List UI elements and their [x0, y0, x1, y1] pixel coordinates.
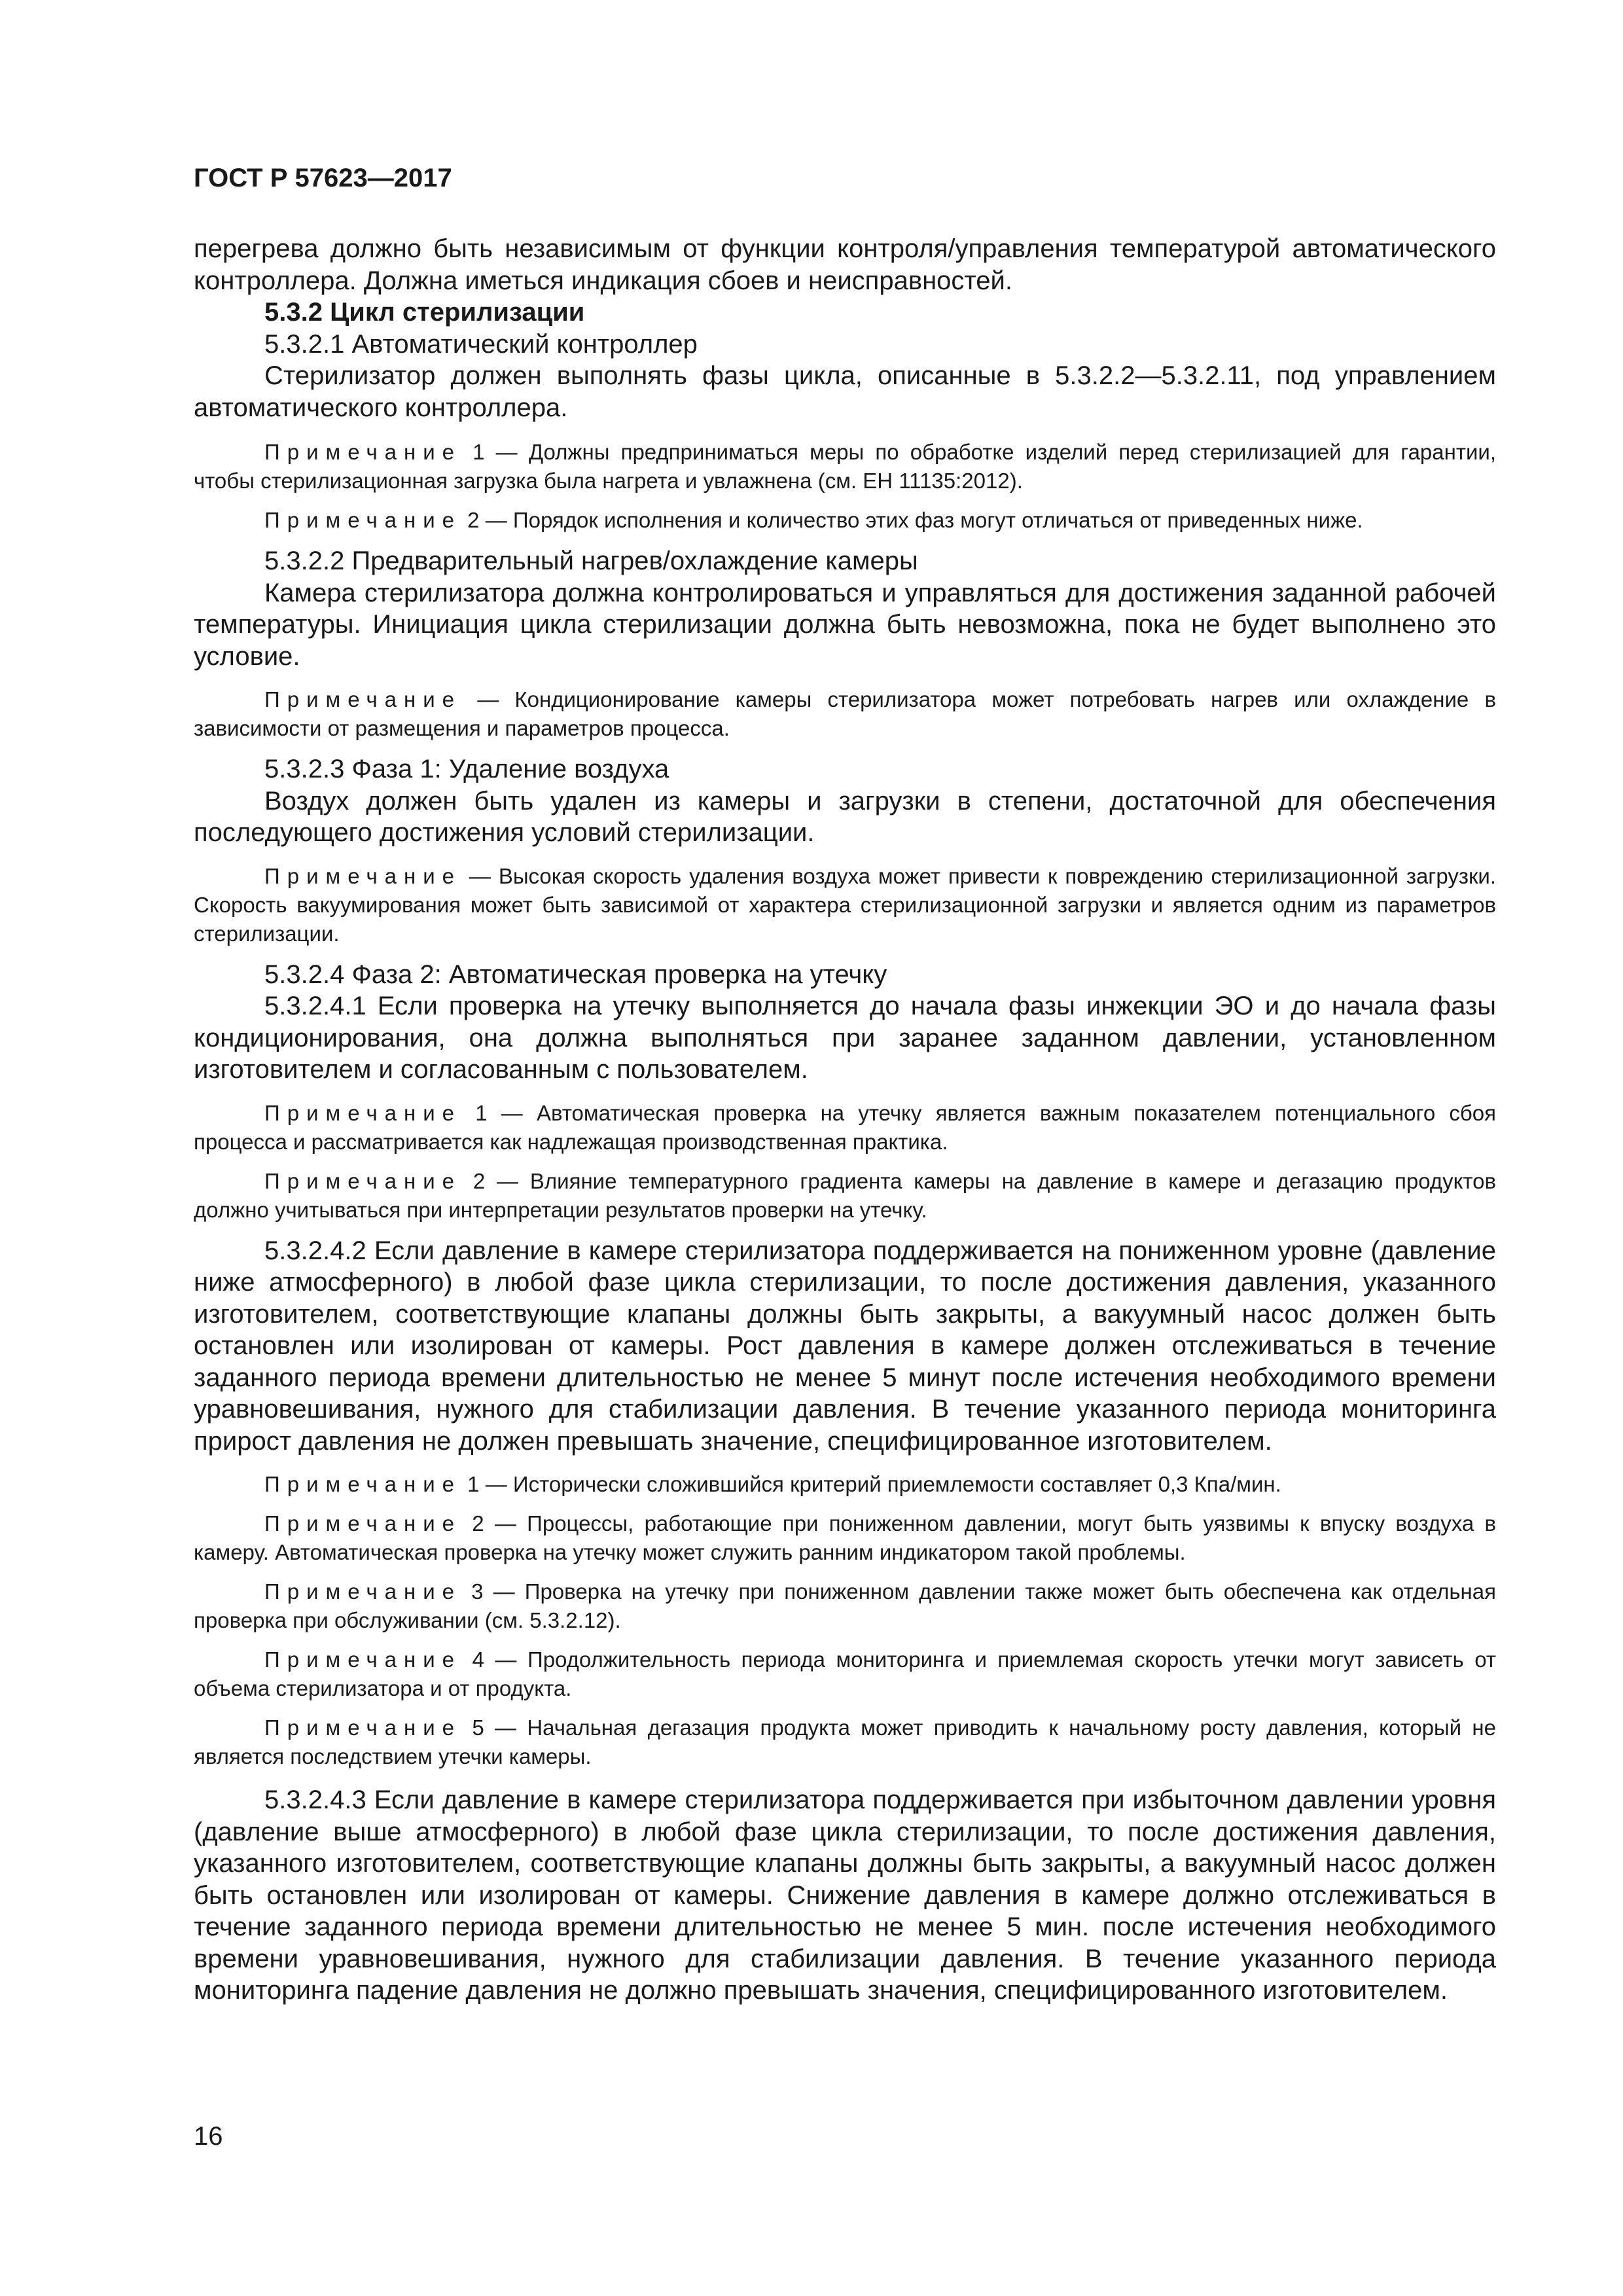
- paragraph-5-3-2-4-1: 5.3.2.4.1 Если проверка на утечку выполняется до начала фазы инжекции ЭО и до начала фазы кондиционирования, она должна выполняться при заранее заданном давлении, установленном изготовителем и согласованным с пользователем.: [194, 992, 1496, 1084]
- note-label: Примечание: [264, 687, 462, 711]
- note-label: Примечание: [264, 1647, 462, 1672]
- document-header: ГОСТ Р 57623—2017: [194, 164, 452, 192]
- note-text: Начальная дегазация продукта может приводить к начальному росту давления, который не является последствием утечки камеры.: [194, 1715, 1497, 1768]
- note-number: 4 —: [461, 1647, 527, 1672]
- note-text: Автоматическая проверка на утечку является важным показателем потенциального сбоя процесса и рассматривается как надлежащая производственная практика.: [194, 1100, 1497, 1154]
- note-5-3-2-4-2-4: [194, 1645, 1496, 1703]
- note-5-3-2-3: [194, 862, 1496, 948]
- note-separator: —: [461, 863, 499, 888]
- section-heading-5-3-2: 5.3.2 Цикл стерилизации: [264, 298, 585, 327]
- paragraph-continuation: перегрева должно быть независимым от функции контроля/управления температурой автоматического контроллера. Должна иметься индикация сбоев и неисправностей.: [194, 234, 1496, 295]
- note-label: Примечание: [264, 1715, 462, 1740]
- note-5-3-2-4-1-1: [194, 1099, 1496, 1157]
- note-number: 2 —: [461, 508, 513, 532]
- subsection-heading-5-3-2-4: 5.3.2.4 Фаза 2: Автоматическая проверка на утечку: [264, 960, 887, 989]
- note-number: 3 —: [461, 1579, 525, 1604]
- note-5-3-2-4-1-2: [194, 1167, 1496, 1225]
- subsection-heading-5-3-2-2: 5.3.2.2 Предварительный нагрев/охлаждение камеры: [264, 547, 918, 575]
- note-label: Примечание: [264, 1168, 462, 1193]
- subsection-heading-5-3-2-3: 5.3.2.3 Фаза 1: Удаление воздуха: [264, 755, 669, 783]
- page-number: 16: [194, 2122, 223, 2151]
- paragraph-5-3-2-2: Камера стерилизатора должна контролироваться и управляться для достижения заданной рабочей температуры. Инициация цикла стерилизации должна быть невозможна, пока не будет выполнено это условие.: [194, 578, 1496, 671]
- note-text: Высокая скорость удаления воздуха может привести к повреждению стерилизационной загрузки. Скорость вакуумирования может быть зависимой от характера стерилизационной загрузки и является одним из параметров стерилизации.: [194, 863, 1496, 946]
- note-5-3-2-2: [194, 685, 1496, 743]
- note-label: Примечание: [264, 863, 462, 888]
- note-number: 2 —: [461, 1511, 527, 1535]
- note-text: Исторически сложившийся критерий приемлемости составляет 0,3 Кпа/мин.: [512, 1472, 1281, 1496]
- note-label: Примечание: [264, 1472, 462, 1496]
- paragraph-5-3-2-4-2: 5.3.2.4.2 Если давление в камере стерилизатора поддерживается на пониженном уровне (давление ниже атмосферного) в любой фазе цикла стерилизации, то после достижения давления, указанного изготовителем, соответствующие клапаны должны быть закрыты, а вакуумный насос должен быть остановлен или изолирован от камеры. Рост давления в камере должен отслеживаться в течение заданного периода времени длительностью не менее 5 минут после истечения необходимого времени уравновешивания, нужного для стабилизации давления. В течение указанного периода мониторинга прирост давления не должен превышать значение, специфицированное изготовителем.: [194, 1236, 1496, 1456]
- note-5-3-2-4-2-5: [194, 1713, 1496, 1771]
- document-page: [194, 162, 1496, 2007]
- note-5-3-2-4-2-1: [194, 1470, 1496, 1499]
- note-5-3-2-4-2-2: [194, 1509, 1496, 1567]
- paragraph-5-3-2-3: Воздух должен быть удален из камеры и загрузки в степени, достаточной для обеспечения последующего достижения условий стерилизации.: [194, 786, 1496, 847]
- note-number: 1 —: [461, 1100, 537, 1125]
- note-label: Примечание: [264, 1511, 462, 1535]
- note-number: 2 —: [461, 1168, 530, 1193]
- note-label: Примечание: [264, 1100, 462, 1125]
- note-text: Должны предприниматься меры по обработке изделий перед стерилизацией для гарантии, чтобы стерилизационная загрузка была нагрета и увлажнена (см. ЕН 11135:2012).: [194, 440, 1496, 493]
- subsection-heading-5-3-2-1: 5.3.2.1 Автоматический контроллер: [264, 329, 698, 359]
- paragraph-5-3-2-1: Стерилизатор должен выполнять фазы цикла, описанные в 5.3.2.2—5.3.2.11, под управлением автоматического контроллера.: [194, 361, 1496, 422]
- note-separator: —: [461, 687, 515, 711]
- note-label: Примечание: [264, 1579, 462, 1604]
- note-number: 1 —: [461, 440, 529, 464]
- note-text: Порядок исполнения и количество этих фаз могут отличаться от приведенных ниже.: [512, 508, 1363, 532]
- note-number: 5 —: [461, 1715, 527, 1740]
- note-5-3-2-1-2: [194, 506, 1496, 535]
- note-text: Продолжительность периода мониторинга и приемлемая скорость утечки могут зависеть от объема стерилизатора и от продукта.: [194, 1647, 1496, 1700]
- note-5-3-2-4-2-3: [194, 1577, 1496, 1635]
- note-text: Проверка на утечку при пониженном давлении также может быть обеспечена как отдельная проверка при обслуживании (см. 5.3.2.12).: [194, 1579, 1496, 1632]
- paragraph-5-3-2-4-3: 5.3.2.4.3 Если давление в камере стерилизатора поддерживается при избыточном давлении уровня (давление выше атмосферного) в любой фазе цикла стерилизации, то после достижения давления, указанного изготовителем, соответствующие клапаны должны быть закрыты, а вакуумный насос должен быть остановлен или изолирован от камеры. Снижение давления в камере должно отслеживаться в течение заданного периода времени длительностью не менее 5 мин. после истечения необходимого времени уравновешивания, нужного для стабилизации давления. В течение указанного периода мониторинга падение давления не должно превышать значения, специфицированного изготовителем.: [194, 1785, 1496, 2005]
- note-text: Процессы, работающие при пониженном давлении, могут быть уязвимы к впуску воздуха в камеру. Автоматическая проверка на утечку может служить ранним индикатором такой проблемы.: [194, 1511, 1497, 1564]
- note-text: Влияние температурного градиента камеры на давление в камере и дегазацию продуктов должно учитываться при интерпретации результатов проверки на утечку.: [194, 1168, 1497, 1222]
- note-5-3-2-1-1: [194, 438, 1496, 495]
- note-label: Примечание: [264, 508, 462, 532]
- note-text: Кондиционирование камеры стерилизатора может потребовать нагрев или охлаждение в зависимости от размещения и параметров процесса.: [194, 687, 1496, 740]
- note-number: 1 —: [461, 1472, 513, 1496]
- note-label: Примечание: [264, 440, 462, 464]
